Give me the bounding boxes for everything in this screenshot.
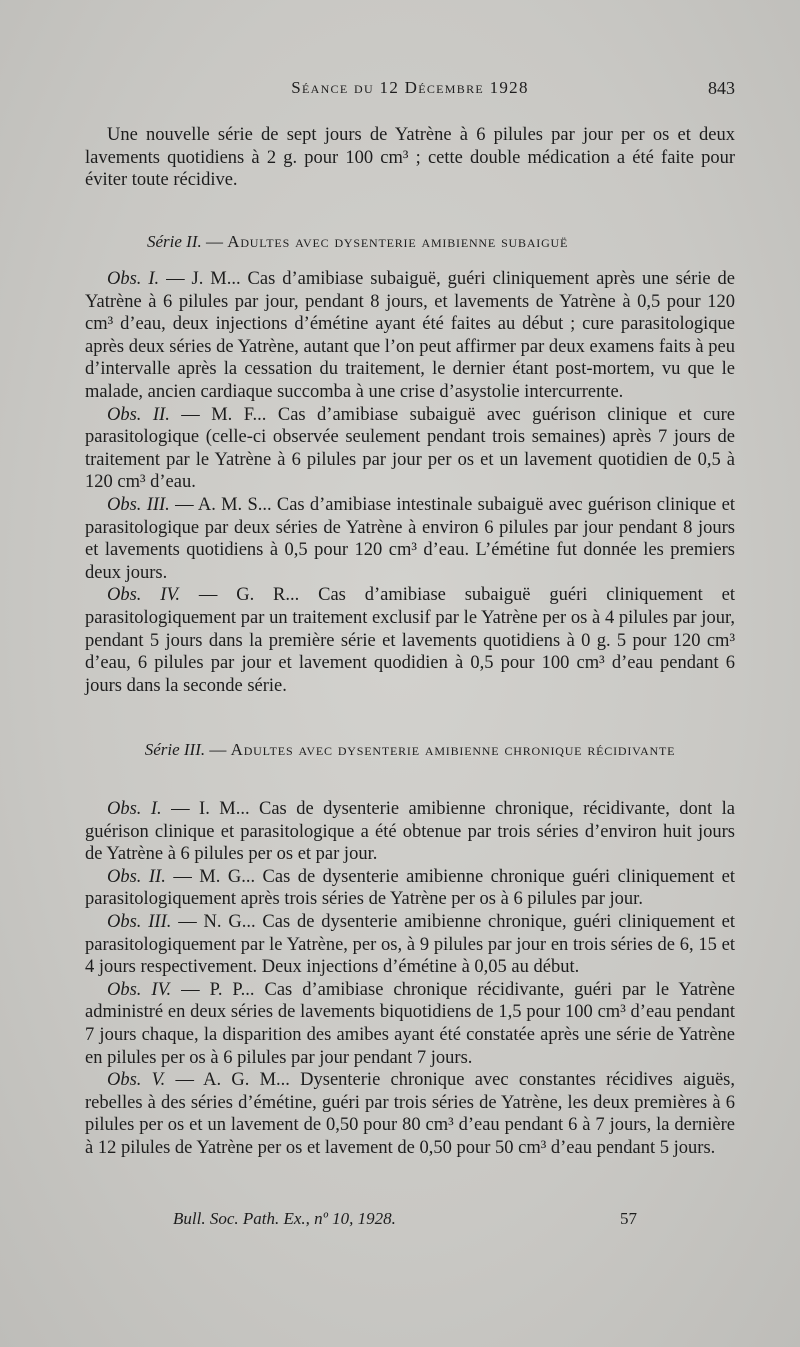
observation-text: — I. M... Cas de dysenterie amibienne chronique, récidivante, dont la guérison clinique et parasitologique a été obtenue par trois séries d’environ huit jours de Yatrène à 6 pilules per os et par jour. (85, 799, 735, 865)
observation (85, 911, 735, 979)
observation (85, 866, 735, 911)
observation-id: Obs. V. (107, 1070, 166, 1091)
running-header (85, 78, 735, 104)
series-3-heading (85, 740, 735, 760)
observation (85, 494, 735, 584)
observation (85, 268, 735, 404)
observation-text: — J. M... Cas d’amibiase subaiguë, guéri cliniquement après une série de Yatrène à 6 pilules par jour, pendant 8 jours, et lavements de Yatrène à 0,5 pour 120 cm³ d’eau, deux injections d’émétine ayant été faites au début ; cure parasitologique après deux séries de Yatrène, autant que l’on peut affirmer par deux examens faits à peu d’intervalle après la cessation du traitement, le dernier étant post-mortem, vu que le malade, ancien cardiaque succomba à une crise d’asystolie intercurrente. (85, 269, 735, 402)
observation (85, 584, 735, 697)
signature-mark: 57 (620, 1209, 637, 1228)
observation-id: Obs. IV. (107, 979, 172, 1000)
observation-id: Obs. I. (107, 269, 160, 289)
observation-id: Obs. III. (107, 494, 170, 515)
page-footer (85, 1209, 735, 1235)
series-2-dash: — (206, 232, 224, 251)
observation-text: — A. M. S... Cas d’amibiase intestinale subaiguë avec guérison clinique et parasitologique par deux séries de Yatrène à environ 6 pilules par jour pendant 8 jours et lavements quotidiens à 0,5 pour 120 cm³ d’eau. L’émétine fut donnée les premiers deux jours. (85, 494, 736, 583)
observation (85, 979, 735, 1069)
header-title: Séance du 12 Décembre 1928 (291, 78, 529, 97)
observation (85, 798, 735, 866)
observation-id: Obs. I. (107, 799, 162, 819)
observation-text: — M. F... Cas d’amibiase subaiguë avec guérison clinique et cure parasitologique (celle-ci observée seulement pendant trois semaines) après 7 jours de traitement par le Yatrène à 6 pilules par jour per os et un lavement quotidien de 0,5 à 120 cm³ d’eau. (85, 404, 735, 493)
series-2-title: Adultes avec dysenterie amibienne subaiguë (227, 232, 569, 251)
observation-id: Obs. II. (107, 866, 166, 887)
observation-text: — A. G. M... Dysenterie chronique avec constantes récidives aiguës, rebelles à des séries d’émétine, guéri par trois séries de Yatrène, les deux premières à 6 pilules per os et un lavement de 0,50 pour 80 cm³ d’eau pendant 6 à 7 jours, la dernière à 12 pilules de Yatrène per os et lavement de 0,50 pour 50 cm³ d’eau pendant 5 jours. (85, 1070, 735, 1158)
observation (85, 404, 735, 494)
observation-id: Obs. IV. (107, 585, 180, 606)
intro-block (85, 124, 735, 192)
series-3-dash: — (209, 740, 227, 759)
series-3-observations (85, 798, 735, 1160)
series-2-observations (85, 268, 735, 697)
journal-reference: Bull. Soc. Path. Ex., nº 10, 1928. (173, 1209, 396, 1228)
intro-paragraph: Une nouvelle série de sept jours de Yatrène à 6 pilules par jour per os et deux lavements quotidiens à 2 g. pour 100 cm³ ; cette double médication a été faite pour éviter toute récidive. (85, 125, 735, 191)
observation-text: — M. G... Cas de dysenterie amibienne chronique guéri cliniquement et parasitologiquement après trois séries de Yatrène per os à 6 pilules par jour. (85, 866, 735, 910)
observation-text: — G. R... Cas d’amibiase subaiguë guéri cliniquement et parasitologiquement par un traitement exclusif par le Yatrène per os à 4 pilules par jour, pendant 5 jours dans la première série et lavements quotidiens à 0 g. 5 pour 120 cm³ d’eau, 6 pilules par jour et lavement quodidien à 0,5 pour 100 cm³ d’eau pendant 6 jours dans la seconde série. (85, 585, 736, 696)
page-number: 843 (708, 78, 735, 98)
series-2-label: Série II. (147, 232, 202, 251)
observation-text: — N. G... Cas de dysenterie amibienne chronique, guéri cliniquement et parasitologiquement par le Yatrène, per os, à 9 pilules par jour en trois séries de 6, 15 et 4 jours respectivement. Deux injections d’émétine à 0,05 au début. (85, 911, 735, 978)
series-3-label: Série III. (144, 740, 206, 759)
observation-text: — P. P... Cas d’amibiase chronique récidivante, guéri par le Yatrène administré en deux séries de lavements biquotidiens de 1,5 pour 100 cm³ d’eau pendant 7 jours chaque, la disparition des amibes ayant été constatée après une série de Yatrène en pilules per os à 6 pilules par jour pendant 7 jours. (85, 979, 736, 1068)
series-3-title: Adultes avec dysenterie amibienne chronique récidivante (230, 740, 676, 759)
observation-id: Obs. III. (107, 911, 172, 932)
observation-id: Obs. II. (107, 404, 170, 425)
series-2-heading (85, 232, 797, 252)
observation (85, 1069, 735, 1159)
